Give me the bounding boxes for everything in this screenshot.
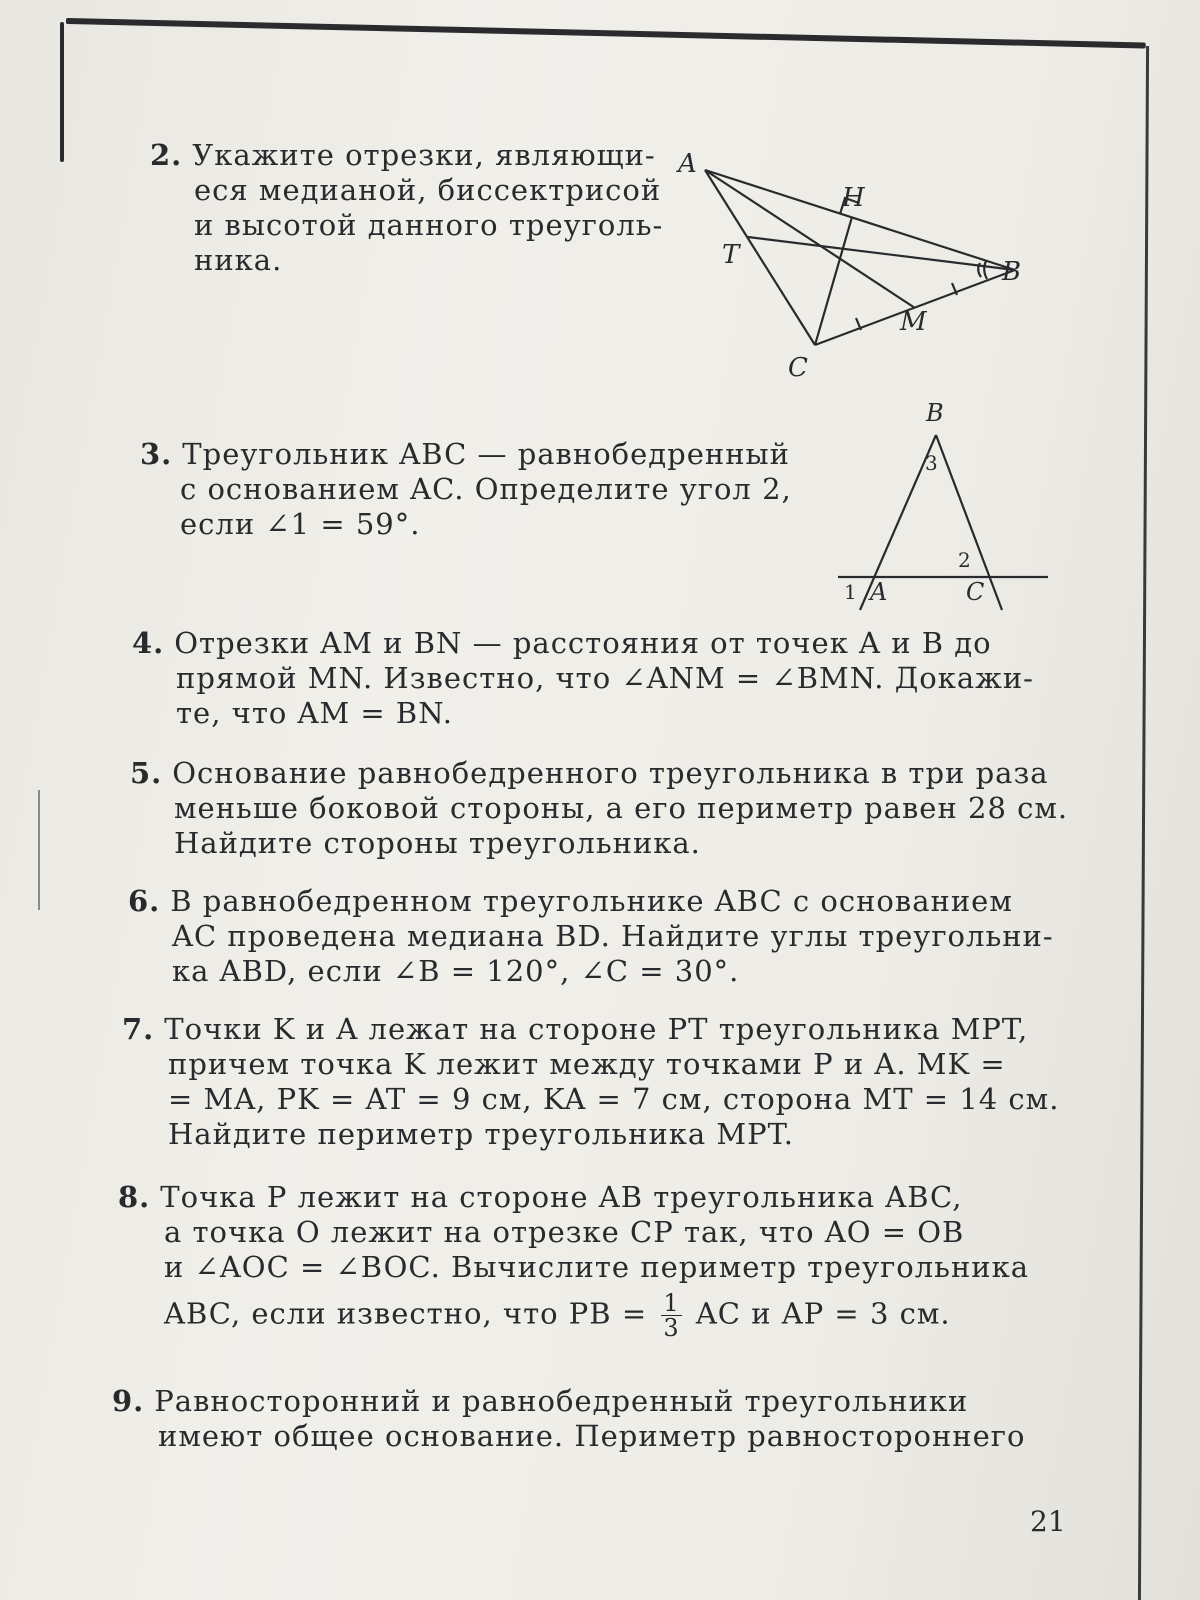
problem-line: Точки K и A лежат на стороне PT треугольника MPT, (164, 1012, 1029, 1046)
problem-line: Найдите периметр треугольника MPT. (168, 1117, 794, 1151)
problem-line: причем точка K лежит между точками P и A. MK = (168, 1047, 1006, 1081)
label-a: A (678, 149, 697, 179)
problem-line: если ∠1 = 59°. (180, 507, 421, 541)
problem-number: 5. (130, 756, 163, 790)
problem-line: Точка P лежит на стороне AB треугольника ABC, (160, 1180, 963, 1214)
problem-line: и ∠AOC = ∠BOC. Вычислите периметр треугольника (164, 1250, 1030, 1284)
label-c: C (788, 353, 808, 383)
problem-line: а точка O лежит на отрезке CP так, что AO = OB (164, 1215, 965, 1249)
problem-line: имеют общее основание. Периметр равностороннего (158, 1419, 1026, 1453)
problem-number: 4. (132, 626, 165, 660)
angle-2-label: 2 (958, 548, 971, 572)
problem-line: те, что AM = BN. (176, 696, 453, 730)
problem-9 (112, 1384, 1072, 1454)
problem-line: AC проведена медиана BD. Найдите углы треугольни- (172, 919, 1054, 953)
problem-number: 9. (112, 1384, 145, 1418)
problem-6 (128, 884, 1058, 989)
problem-line: В равнобедренном треугольнике ABC с основанием (170, 884, 1013, 918)
fraction-denominator: 3 (663, 1314, 680, 1342)
label-b: B (1002, 257, 1022, 287)
problem-line: ка ABD, если ∠B = 120°, ∠C = 30°. (172, 954, 740, 988)
triangle-figure-2 (830, 395, 1060, 625)
page-number: 21 (1030, 1505, 1066, 1538)
problem-line: Найдите стороны треугольника. (174, 826, 701, 860)
angle-3-label: 3 (925, 451, 938, 475)
problem-line: прямой MN. Известно, что ∠ANM = ∠BMN. Докажи- (176, 661, 1034, 695)
label-m: M (900, 307, 927, 337)
segment-bt (748, 237, 1015, 270)
angle-1-label: 1 (844, 580, 857, 604)
margin-mark (38, 790, 40, 910)
problem-line: еся медианой, биссектрисой (194, 173, 662, 207)
problem-number: 2. (150, 138, 183, 172)
label-a: A (870, 578, 888, 606)
problem-line: Треугольник ABC — равнобедренный (182, 437, 790, 471)
problem-line: с основанием AC. Определите угол 2, (180, 472, 792, 506)
problem-8 (118, 1180, 1068, 1340)
problem-line-suffix: AC и AP = 3 см. (695, 1296, 951, 1331)
label-t: T (722, 240, 740, 270)
problem-3 (140, 437, 820, 542)
problem-number: 3. (140, 437, 173, 471)
problem-4 (132, 626, 1052, 731)
fraction-numerator: 1 (663, 1289, 680, 1317)
problem-line: ника. (194, 243, 283, 277)
problem-number: 8. (118, 1180, 151, 1214)
label-c: C (966, 578, 985, 606)
problem-line: меньше боковой стороны, а его периметр равен 28 см. (174, 791, 1069, 825)
problem-line: и высотой данного треуголь- (194, 208, 664, 242)
problem-line: Основание равнобедренного треугольника в три раза (172, 756, 1049, 790)
problem-7 (122, 1012, 1062, 1152)
problem-number: 6. (128, 884, 161, 918)
problem-line-prefix: ABC, если известно, что PB = (164, 1296, 648, 1331)
problem-line: Равносторонний и равнобедренный треугольники (154, 1384, 969, 1418)
label-h: H (842, 183, 865, 213)
problem-line: Укажите отрезки, являющи- (192, 138, 656, 172)
label-b: B (926, 399, 944, 427)
problem-line: Отрезки AM и BN — расстояния от точек A и B до (174, 626, 992, 660)
problem-line: = MA, PK = AT = 9 см, KA = 7 см, сторона MT = 14 см. (168, 1082, 1060, 1116)
fraction-one-third (661, 1291, 681, 1340)
problem-2 (150, 138, 664, 278)
segment-ch (815, 217, 852, 345)
page-left-edge (60, 22, 64, 162)
problem-number: 7. (122, 1012, 155, 1046)
segment-am (705, 170, 915, 308)
page-right-edge (1138, 46, 1149, 1600)
page-top-edge (66, 18, 1146, 49)
triangle-figure-1 (660, 140, 1080, 390)
problem-5 (130, 756, 1069, 861)
angle-arc (984, 261, 987, 279)
